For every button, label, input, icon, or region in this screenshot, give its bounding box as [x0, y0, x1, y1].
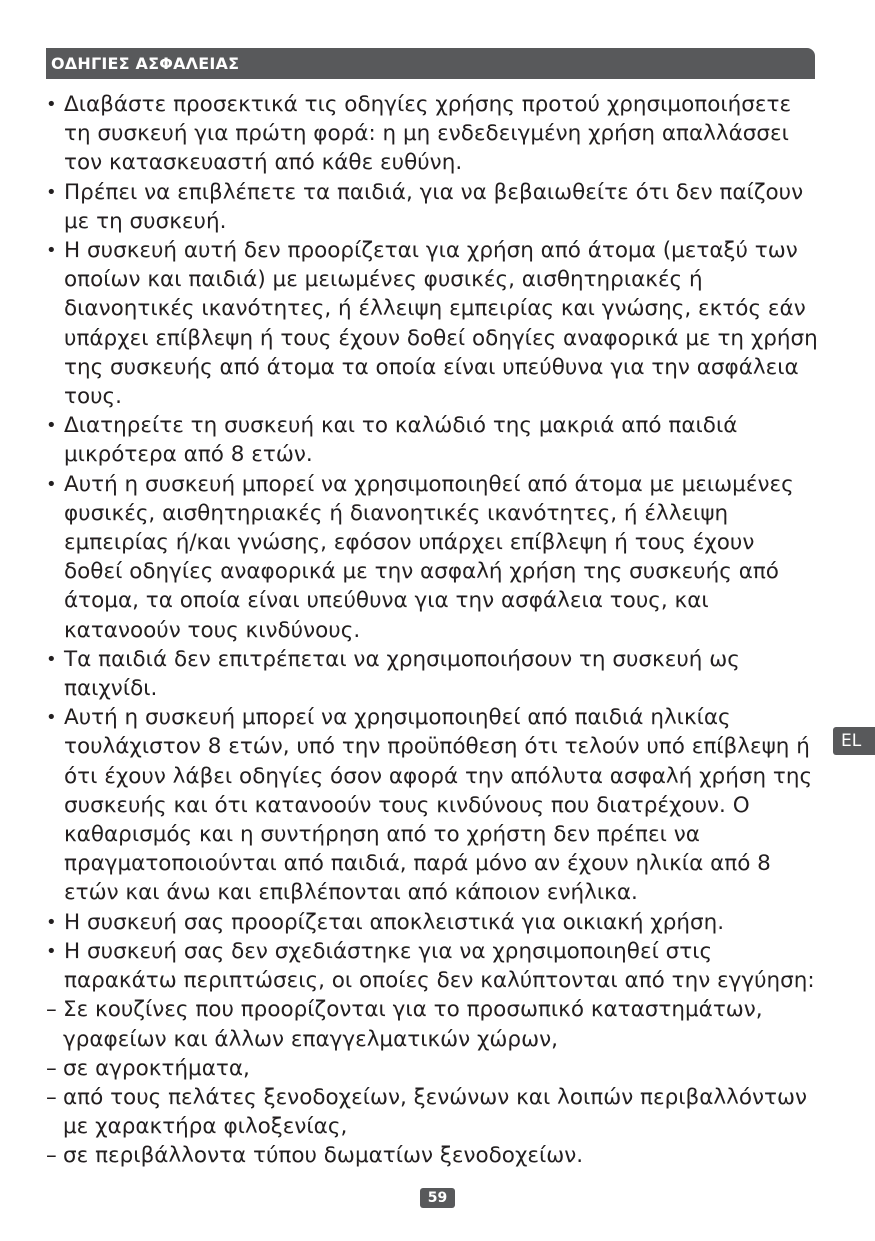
- sublist-text: σε αγροκτήματα,: [63, 1055, 250, 1081]
- bullet-icon: •: [46, 648, 57, 670]
- bullet-icon: •: [46, 240, 57, 262]
- list-item: [46, 937, 818, 995]
- section-title: ΟΔΗΓΙΕΣ ΑΣΦΑΛΕΙΑΣ: [51, 54, 240, 73]
- page-number: 59: [420, 1188, 455, 1208]
- bullet-text: Η συσκευή σας δεν σχεδιάστηκε για να χρησιμοποιηθεί στις παρακάτω περιπτώσεις, οι οποίες δεν καλύπτονται από την εγγύηση:: [64, 938, 815, 994]
- sublist-item: [46, 1054, 818, 1083]
- bullet-icon: •: [46, 707, 57, 729]
- list-item: [46, 236, 818, 411]
- sublist-item: [46, 995, 818, 1053]
- sublist-text: από τους πελάτες ξενοδοχείων, ξενώνων και λοιπών περιβαλλόντων με χαρακτήρα φιλοξενίας,: [63, 1084, 807, 1140]
- bullet-list: [46, 90, 818, 995]
- sublist-text: Σε κουζίνες που προορίζονται για το προσωπικό καταστημάτων, γραφείων και άλλων επαγγελματικών χώρων,: [63, 997, 763, 1052]
- safety-instructions-content: [46, 90, 818, 1171]
- bullet-icon: •: [46, 181, 57, 203]
- list-item: [46, 645, 818, 703]
- exclusions-sublist: [46, 995, 818, 1170]
- bullet-text: Τα παιδιά δεν επιτρέπεται να χρησιμοποιήσουν τη συσκευή ως παιχνίδι.: [64, 646, 740, 702]
- bullet-text: Αυτή η συσκευή μπορεί να χρησιμοποιηθεί από παιδιά ηλικίας τουλάχιστον 8 ετών, υπό την προϋπόθεση ότι τελούν υπό επίβλεψη ή ότι έχουν λάβει οδηγίες όσον αφορά την απόλυτα ασφαλή χρήση της συσκευής και ότι κατανοούν τους κινδύνους που διατρέχουν. Ο καθαρισμός και η συντήρηση από το χρήστη δεν πρέπει να πραγματοποιούνται από παιδιά, παρά μόνο αν έχουν ηλικία από 8 ετών και άνω και επιβλέπονται από κάποιον ενήλικα.: [64, 705, 813, 906]
- list-item: [46, 411, 818, 469]
- bullet-icon: •: [46, 415, 57, 437]
- bullet-icon: •: [46, 473, 57, 495]
- list-item: [46, 470, 818, 645]
- language-tab: EL: [833, 727, 875, 755]
- sublist-item: [46, 1083, 818, 1141]
- list-item: [46, 908, 818, 937]
- bullet-text: Διατηρείτε τη συσκευή και το καλώδιό της μακριά από παιδιά μικρότερα από 8 ετών.: [64, 413, 738, 468]
- bullet-text: Αυτή η συσκευή μπορεί να χρησιμοποιηθεί από άτομα με μειωμένες φυσικές, αισθητηριακές ή διανοητικές ικανότητες, ή έλλειψη εμπειρίας ή/και γνώσης, εφόσον υπάρχει επίβλεψη ή τους έχουν δοθεί οδηγίες αναφορικά με την ασφαλή χρήση της συσκευής από άτομα, τα οποία είναι υπεύθυνα για την ασφάλεια τους, και κατανοούν τους κινδύνους.: [64, 471, 794, 643]
- bullet-icon: •: [46, 94, 57, 115]
- bullet-icon: •: [46, 911, 57, 933]
- bullet-icon: •: [46, 940, 57, 962]
- dash-icon: –: [46, 1143, 57, 1169]
- dash-icon: –: [46, 1055, 57, 1081]
- bullet-text: Η συσκευή αυτή δεν προορίζεται για χρήση από άτομα (μεταξύ των οποίων και παιδιά) με μειωμένες φυσικές, αισθητηριακές ή διανοητικές ικανότητες, ή έλλειψη εμπειρίας και γνώσης, εκτός εάν υπάρχει επίβλεψη ή τους έχουν δοθεί οδηγίες αναφορικά με τη χρήση της συσκευής από άτομα τα οποία είναι υπεύθυνα για την ασφάλεια τους.: [64, 238, 818, 410]
- dash-icon: –: [46, 1084, 57, 1110]
- bullet-text: Η συσκευή σας προορίζεται αποκλειστικά για οικιακή χρήση.: [64, 909, 725, 935]
- list-item: [46, 703, 818, 907]
- section-header-bar: [46, 48, 815, 79]
- list-item: [46, 90, 818, 178]
- dash-icon: –: [46, 997, 57, 1023]
- bullet-text: Διαβάστε προσεκτικά τις οδηγίες χρήσης προτού χρησιμοποιήσετε τη συσκευή για πρώτη φορά: η μη ενδεδειγμένη χρήση απαλλάσσει τον κατασκευαστή από κάθε ευθύνη.: [64, 92, 792, 176]
- list-item: [46, 178, 818, 236]
- sublist-text: σε περιβάλλοντα τύπου δωματίων ξενοδοχείων.: [63, 1143, 584, 1169]
- bullet-text: Πρέπει να επιβλέπετε τα παιδιά, για να βεβαιωθείτε ότι δεν παίζουν με τη συσκευή.: [64, 179, 804, 234]
- sublist-item: [46, 1141, 818, 1170]
